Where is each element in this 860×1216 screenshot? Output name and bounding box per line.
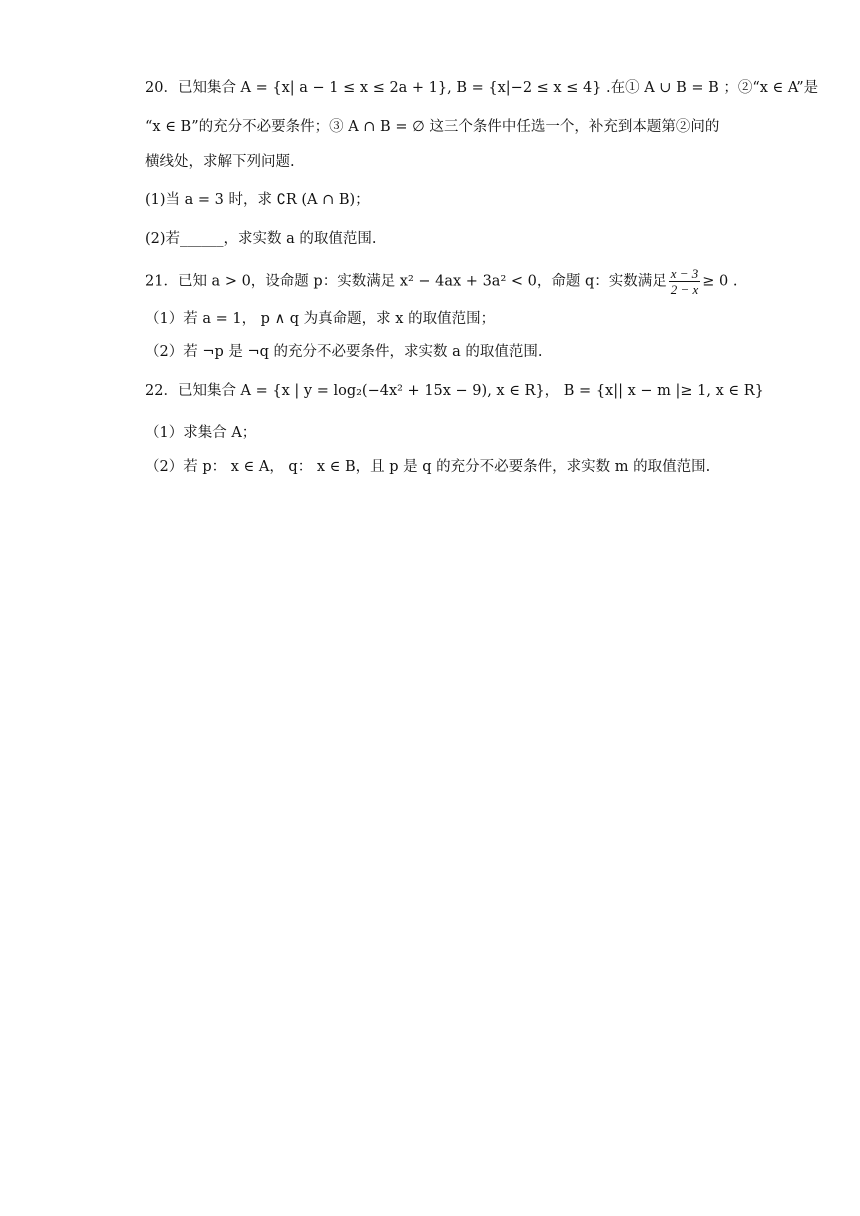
- q20-part-2: (2)若______，求实数 a 的取值范围.: [145, 231, 377, 247]
- q20-part-1: (1)当 a = 3 时，求 ∁R (A ∩ B)；: [145, 192, 370, 208]
- q21-stem-suffix: ≥ 0 .: [702, 273, 738, 290]
- q20-stem-line-1: 20．已知集合 A = {x| a − 1 ≤ x ≤ 2a + 1}, B = {x|−2 ≤ x ≤ 4} .在① A ∪ B = B ；②“x ∈ A”是: [145, 80, 819, 96]
- q22-stem: 22．已知集合 A = {x | y = log₂(−4x² + 15x − 9), x ∈ R}， B = {x|| x − m |≥ 1, x ∈ R}: [145, 383, 764, 399]
- q21-stem: [145, 266, 738, 297]
- q21-fraction-denominator: 2 − x: [670, 282, 699, 297]
- q20-stem-line-3: 横线处，求解下列问题.: [145, 154, 295, 170]
- q21-fraction-numerator: x − 3: [670, 266, 699, 281]
- q21-part-2: （2）若 ¬p 是 ¬q 的充分不必要条件，求实数 a 的取值范围.: [145, 344, 543, 360]
- q20-stem-line-2: “x ∈ B”的充分不必要条件；③ A ∩ B = ∅ 这三个条件中任选一个，补充到本题第②问的: [145, 119, 720, 135]
- q22-part-2: （2）若 p： x ∈ A， q： x ∈ B，且 p 是 q 的充分不必要条件，求实数 m 的取值范围.: [145, 459, 711, 475]
- q21-stem-text: 21．已知 a > 0，设命题 p：实数满足 x² − 4ax + 3a² < 0，命题 q：实数满足: [145, 273, 667, 290]
- q21-fraction: [669, 266, 701, 297]
- q22-part-1: （1）求集合 A；: [145, 425, 257, 441]
- q21-part-1: （1）若 a = 1， p ∧ q 为真命题，求 x 的取值范围；: [145, 311, 496, 327]
